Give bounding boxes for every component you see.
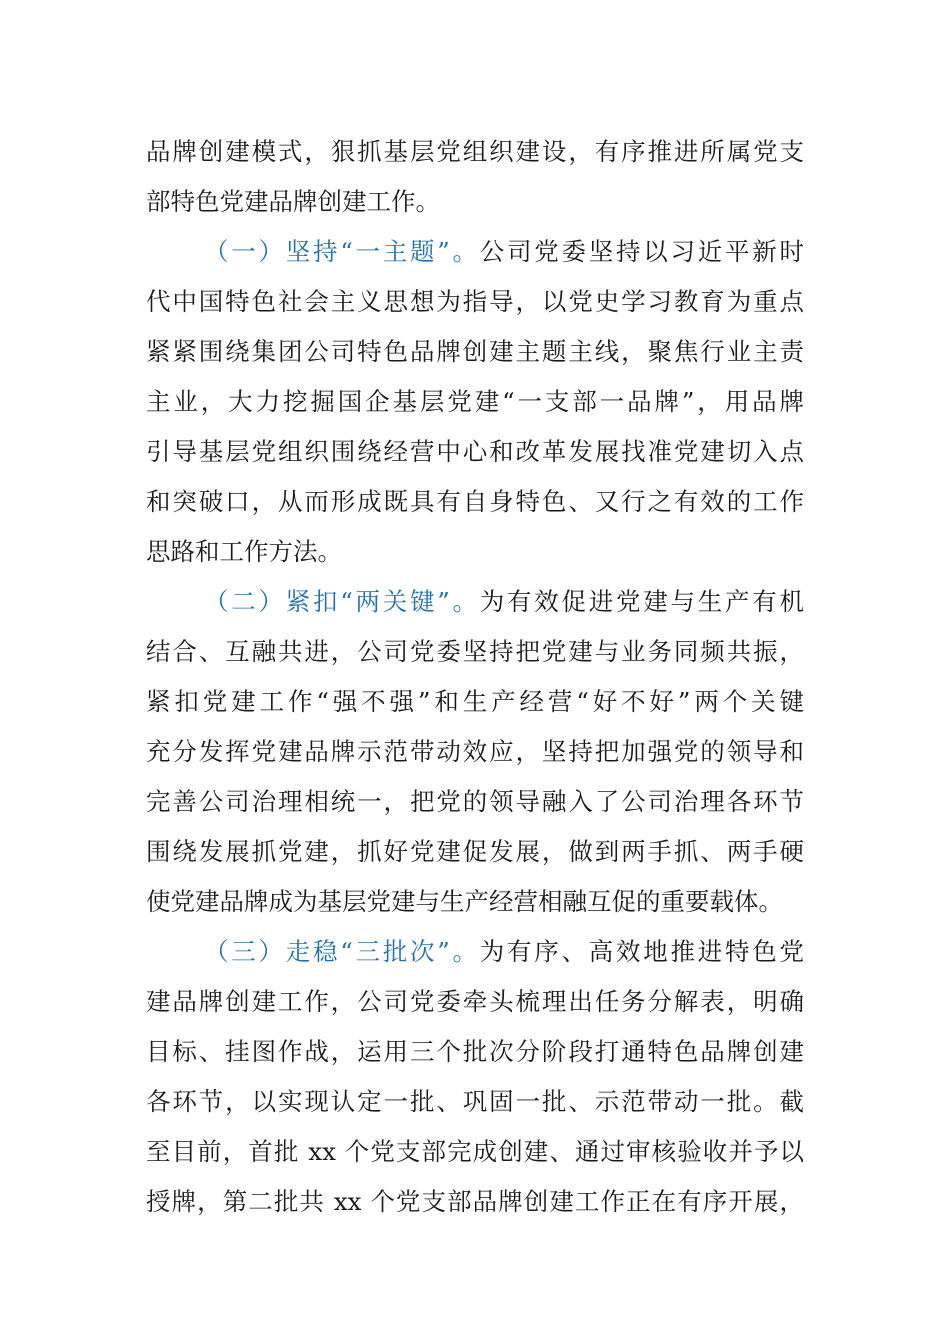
- intro-line: 品牌创建模式，狠抓基层党组织建设，有序推进所属党支: [146, 137, 804, 166]
- intro-line: 部特色党建品牌创建工作。: [146, 187, 440, 216]
- section-1-first-line: [146, 227, 804, 277]
- section-3-line: 建品牌创建工作，公司党委牵头梳理出任务分解表，明确: [146, 987, 804, 1016]
- section-2-heading: （二）紧扣“两关键”。: [204, 587, 480, 616]
- section-3-first-line: [146, 927, 804, 977]
- document-body: [146, 127, 804, 1227]
- section-1-heading: （一）坚持“一主题”。: [204, 237, 480, 266]
- section-2-line: 完善公司治理相统一，把党的领导融入了公司治理各环节: [146, 787, 804, 816]
- section-2-first-line-text: 为有效促进党建与生产有机: [479, 587, 804, 616]
- section-3-line: 授牌，第二批共 xx 个党支部品牌创建工作正在有序开展，: [146, 1187, 804, 1216]
- section-1-line: 主业，大力挖掘国企基层党建“一支部一品牌”，用品牌: [146, 387, 804, 416]
- section-1-line: 和突破口，从而形成既具有自身特色、又行之有效的工作: [146, 487, 804, 516]
- section-2-first-line: [146, 577, 804, 627]
- section-3-line: 至目前，首批 xx 个党支部完成创建、通过审核验收并予以: [146, 1137, 804, 1166]
- section-2-line: 结合、互融共进，公司党委坚持把党建与业务同频共振，: [146, 637, 804, 666]
- section-2-line: 紧扣党建工作“强不强”和生产经营“好不好”两个关键: [146, 687, 804, 716]
- section-1-first-line-text: 公司党委坚持以习近平新时: [479, 237, 804, 266]
- section-3-line: 各环节，以实现认定一批、巩固一批、示范带动一批。截: [146, 1087, 804, 1116]
- section-1-line: 代中国特色社会主义思想为指导，以党史学习教育为重点: [146, 287, 804, 316]
- section-1-line: 思路和工作方法。: [146, 537, 342, 566]
- section-1-line: 引导基层党组织围绕经营中心和改革发展找准党建切入点: [146, 437, 804, 466]
- section-1-line: 紧紧围绕集团公司特色品牌创建主题主线，聚焦行业主责: [146, 337, 804, 366]
- section-3-first-line-text: 为有序、高效地推进特色党: [479, 937, 804, 966]
- section-2-line: 使党建品牌成为基层党建与生产经营相融互促的重要载体。: [146, 887, 783, 916]
- section-3-line: 目标、挂图作战，运用三个批次分阶段打通特色品牌创建: [146, 1037, 804, 1066]
- section-2-line: 围绕发展抓党建，抓好党建促发展，做到两手抓、两手硬: [146, 837, 804, 866]
- section-2-line: 充分发挥党建品牌示范带动效应，坚持把加强党的领导和: [146, 737, 804, 766]
- section-3-heading: （三）走稳“三批次”。: [204, 937, 480, 966]
